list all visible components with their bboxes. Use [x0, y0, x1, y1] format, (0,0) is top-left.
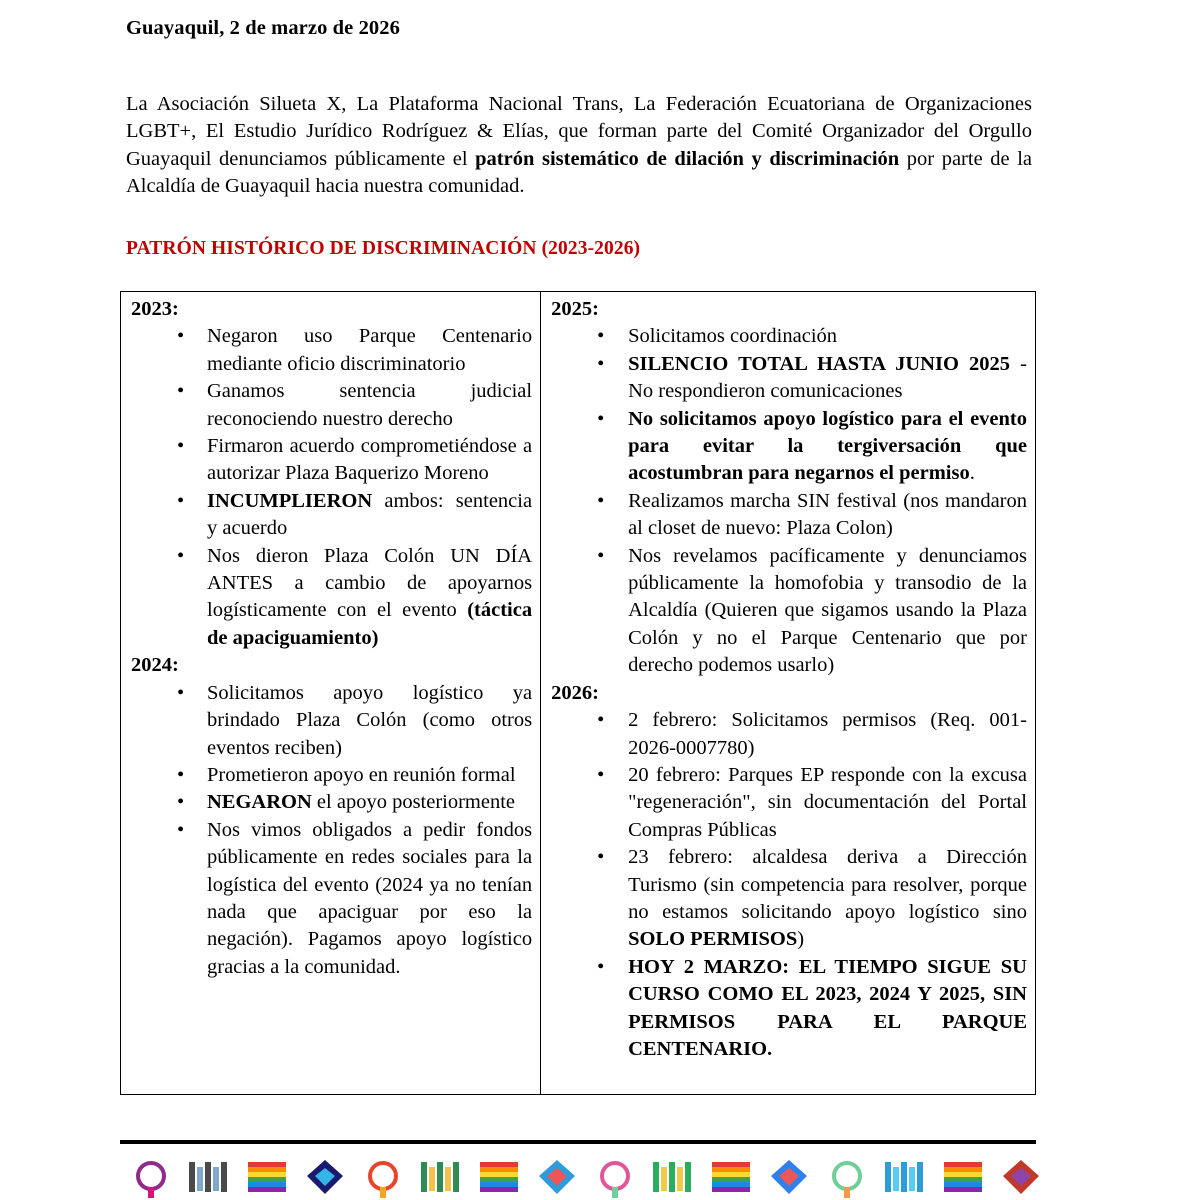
- partner-logos-strip: [126, 1152, 1046, 1200]
- year-label: 2023:: [131, 298, 179, 320]
- daule-logo: [416, 1154, 466, 1200]
- bullet-text-emphasis: No solicitamos apoyo logístico para el evento para evitar la tergiversación que acostumbran para negarnos el permiso: [628, 407, 1027, 485]
- bullet-text: ambos: sentencia y acuerdo: [207, 489, 533, 540]
- bullet-text: Ganamos sentencia judicial reconociendo nuestro derecho: [207, 380, 533, 430]
- bullet-text: 20 febrero: Parques EP responde con la excusa "regeneración", sin documentación del Portal Compras Públicas: [628, 763, 1027, 841]
- bullet-text: Solicitamos apoyo logístico ya brindado Plaza Colón (como otros eventos reciben): [207, 681, 533, 759]
- timeline-bullet: [549, 406, 1027, 488]
- confraternidad-paz-logo: [880, 1154, 930, 1200]
- bullet-text: Nos vimos obligados a pedir fondos públicamente en redes sociales para la logística del evento (2024 ya no tenían nada que apaciguar por eso la negación). Pagamos apoyo logístico gracias a la comunidad.: [207, 818, 533, 978]
- timeline-bullet: [129, 543, 532, 653]
- fundacion-rostro-logo: [184, 1154, 234, 1200]
- timeline-bullet: [549, 351, 1027, 406]
- bullet-text: Nos revelamos pacíficamente y denunciamos públicamente la homofobia y transodio de la Alcaldía (Quieren que sigamos usando la Plaza Colón y no el Parque Centenario que por derecho podemos usarlo): [628, 544, 1027, 677]
- bullet-text: ): [797, 928, 805, 951]
- timeline-bullet: [129, 488, 532, 543]
- colectivo-glbti-eloy-alfaro-logo: [764, 1154, 814, 1200]
- troncal-glbti-logo: [938, 1154, 988, 1200]
- year-bullet-list: [129, 323, 532, 652]
- discrimination-timeline-table: [120, 291, 1036, 1095]
- year-label: 2024:: [131, 654, 179, 677]
- intro-text-part2: por parte de la Alcaldía de Guayaquil hacia nuestra comunidad.: [126, 147, 1033, 198]
- camara-comercio-lgbt-logo: [300, 1154, 350, 1200]
- bullet-text: Nos dieron Plaza Colón UN DÍA ANTES a cambio de apoyarnos logísticamente con el evento: [207, 544, 533, 622]
- intro-text-bold: patrón sistemático de dilación y discriminación: [475, 147, 900, 170]
- timeline-bullet: [129, 680, 532, 762]
- familias-diversas-logo: [532, 1154, 582, 1200]
- bullet-text: Solicitamos coordinación: [628, 325, 838, 348]
- bullet-text: .: [969, 462, 975, 485]
- intro-text-part1: La Asociación Silueta X, La Plataforma Nacional Trans, La Federación Ecuatoriana de Organizaciones LGBT+, El Estudio Jurídico Rodríguez & Elías, que forman parte del Comité Organizador del Orgullo Guayaquil denunciamos públicamente el: [126, 92, 1032, 170]
- footer-divider: [120, 1140, 1036, 1144]
- dateline: Guayaquil, 2 de marzo de 2026: [126, 17, 400, 39]
- diverso-arcoiris-logo: [358, 1154, 408, 1200]
- transfeminismo-logo: [126, 1154, 176, 1200]
- timeline-bullet: [129, 817, 532, 981]
- table-column-left: [121, 292, 541, 1094]
- timeline-bullet: [129, 378, 532, 433]
- year-bullet-list: [129, 680, 532, 981]
- timeline-bullet: [549, 543, 1027, 680]
- bullet-text-emphasis: INCUMPLIERON: [207, 489, 373, 512]
- glbti-palestina-logo: [648, 1154, 698, 1200]
- bullet-text: - No respondieron comunicaciones: [628, 352, 1027, 403]
- violacion-iglesia-logo: [242, 1154, 292, 1200]
- timeline-bullet: [549, 323, 1027, 350]
- intro-paragraph: [126, 91, 1032, 201]
- timeline-bullet: [129, 762, 532, 789]
- section-heading: PATRÓN HISTÓRICO DE DISCRIMINACIÓN (2023-2026): [126, 238, 641, 259]
- year-label: 2025:: [551, 298, 599, 320]
- bullet-text: 23 febrero: alcaldesa deriva a Dirección Turismo (sin competencia para resolver, porque no estamos solicitando apoyo logístico sino: [628, 846, 1027, 923]
- lgbti-derechos-logo: [996, 1154, 1046, 1200]
- bullet-text-emphasis: SOLO PERMISOS: [628, 928, 798, 951]
- timeline-bullet: [129, 323, 532, 378]
- bullet-text-emphasis: (táctica de apaciguamiento): [207, 599, 533, 649]
- bullet-text-emphasis: HOY 2 MARZO: EL TIEMPO SIGUE SU CURSO COMO EL 2023, 2024 Y 2025, SIN PERMISOS PARA EL PARQUE CENTENARIO.: [628, 955, 1027, 1060]
- table-column-right: [541, 292, 1035, 1094]
- timeline-bullet: [129, 433, 532, 488]
- year-bullet-list: [549, 707, 1027, 1063]
- mujeres-color-logo: [474, 1154, 524, 1200]
- bullet-text-emphasis: NEGARON: [207, 791, 312, 814]
- timeline-bullet: [129, 789, 532, 816]
- timeline-bullet: [549, 844, 1027, 954]
- timeline-bullet: [549, 488, 1027, 543]
- bullet-text: el apoyo posteriormente: [311, 791, 516, 814]
- bullet-text: 2 febrero: Solicitamos permisos (Req. 001-2026-0007780): [628, 709, 1027, 759]
- timeline-bullet: [549, 954, 1027, 1064]
- timeline-bullet: [549, 707, 1027, 762]
- timeline-bullet: [549, 762, 1027, 844]
- bullet-text: Negaron uso Parque Centenario mediante oficio discriminatorio: [207, 325, 533, 375]
- igualdad-logo: [590, 1154, 640, 1200]
- bullet-text: Realizamos marcha SIN festival (nos mandaron al closet de nuevo: Plaza Colon): [628, 489, 1027, 540]
- coordinadora-nacional-logo: [822, 1154, 872, 1200]
- lgbti-rio-verde-logo: [706, 1154, 756, 1200]
- bullet-text: Prometieron apoyo en reunión formal: [207, 763, 516, 786]
- bullet-text-emphasis: SILENCIO TOTAL HASTA JUNIO 2025: [628, 352, 1011, 375]
- year-label: 2026:: [551, 681, 599, 704]
- year-bullet-list: [549, 323, 1027, 679]
- bullet-text: Firmaron acuerdo comprometiéndose a autorizar Plaza Baquerizo Moreno: [207, 435, 533, 485]
